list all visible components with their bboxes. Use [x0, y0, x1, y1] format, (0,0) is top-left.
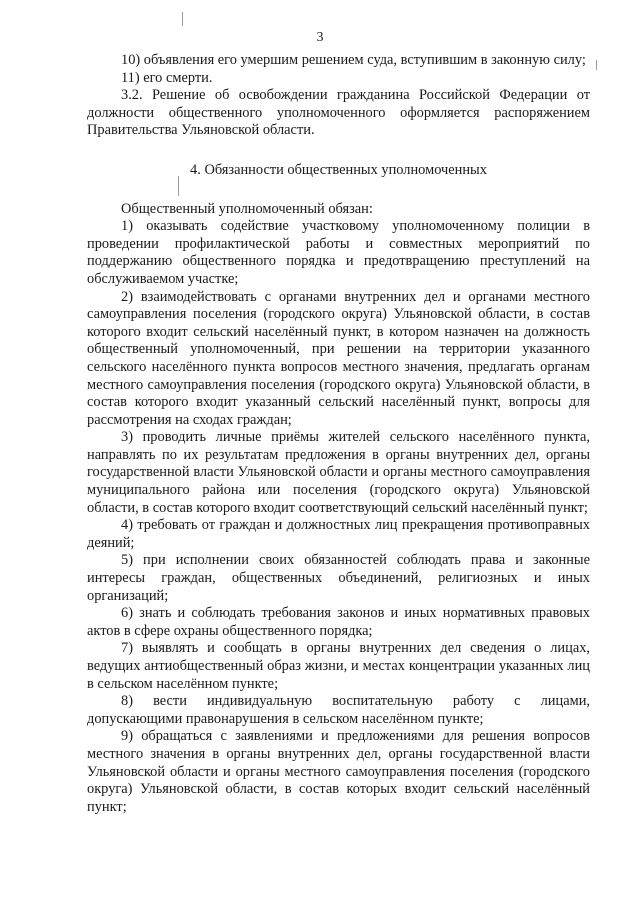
- paragraph: Общественный уполномоченный обязан:: [121, 200, 373, 217]
- list-item: 1) оказывать содействие участковому уполномоченному полиции в проведении профилактической работы и совместных мероприятий по поддержанию общественного порядка и предотвращению преступлений на обслуживаемом участке;: [87, 218, 590, 287]
- document-body: [87, 52, 590, 816]
- scan-mark: [182, 12, 183, 26]
- list-item: 7) выявлять и сообщать в органы внутренних дел сведения о лицах, ведущих антиобщественный образ жизни, и местах концентрации указанных лиц в сельском населённом пункте;: [87, 640, 590, 692]
- scan-mark: [596, 60, 597, 70]
- list-item: 9) обращаться с заявлениями и предложениями для решения вопросов местного значения в органы внутренних дел, органы государственной власти Ульяновской области и органы местного самоуправления поселения (городского округа) Ульяновской области, в состав которых входит сельский населённый пункт;: [87, 728, 590, 815]
- list-item: 8) вести индивидуальную воспитательную работу с лицами, допускающими правонарушения в сельском населённом пункте;: [87, 693, 590, 727]
- section-heading: 4. Обязанности общественных уполномоченных: [190, 161, 487, 178]
- page-number: 3: [316, 30, 324, 45]
- paragraph: 3.2. Решение об освобождении гражданина Российской Федерации от должности общественного уполномоченного оформляется распоряжением Правительства Ульяновской области.: [87, 87, 590, 139]
- list-item: 4) требовать от граждан и должностных лиц прекращения противоправных деяний;: [87, 517, 590, 551]
- paragraph: 10) объявления его умершим решением суда, вступившим в законную силу;: [121, 52, 586, 68]
- list-item: 6) знать и соблюдать требования законов и иных нормативных правовых актов в сфере охраны общественного порядка;: [87, 605, 590, 639]
- list-item: 3) проводить личные приёмы жителей сельского населённого пункта, направлять по их результатам предложения в органы внутренних дел, органы государственной власти Ульяновской области и органы местного самоуправления муниципального района или поселения (городского округа) Ульяновской области, в состав которого входит соответствующий сельский населённый пункт;: [87, 429, 590, 516]
- list-item: 2) взаимодействовать с органами внутренних дел и органами местного самоуправления поселения (городского округа) Ульяновской области, в состав которого входит сельский населённый пункт, в котором назначен на должность общественный уполномоченный, при решении на территории указанного сельского населённого пункта вопросов местного значения, предлагать органам местного самоуправления поселения (городского округа) Ульяновской области, в состав которого входит указанный сельский населённый пункт, вопросы для рассмотрения на сходах граждан;: [87, 288, 590, 428]
- paragraph: 11) его смерти.: [121, 69, 213, 86]
- list-item: 5) при исполнении своих обязанностей соблюдать права и законные интересы граждан, общественных объединений, религиозных и иных организаций;: [87, 552, 590, 604]
